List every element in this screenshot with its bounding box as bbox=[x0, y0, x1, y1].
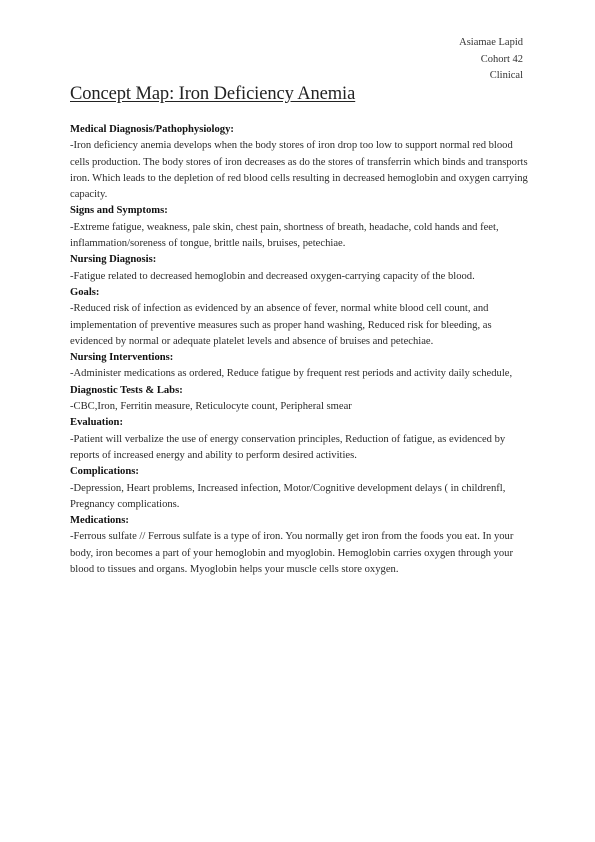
section-heading-evaluation: Evaluation: bbox=[70, 417, 123, 429]
page-title: Concept Map: Iron Deficiency Anemia bbox=[70, 84, 356, 104]
section-heading-diagnostic-tests: Diagnostic Tests & Labs: bbox=[70, 384, 183, 396]
section-heading-pathophysiology: Medical Diagnosis/Pathophysiology: bbox=[70, 124, 234, 135]
author-header bbox=[459, 35, 523, 85]
section-heading-signs-symptoms: Signs and Symptoms: bbox=[70, 205, 168, 217]
section-body-diagnostic-tests: -CBC,Iron, Ferritin measure, Reticulocyte count, Peripheral smear bbox=[70, 401, 352, 413]
course-label: Clinical bbox=[489, 70, 523, 81]
author-name: Asiamae Lapid bbox=[459, 37, 523, 48]
section-heading-nursing-interventions: Nursing Interventions: bbox=[70, 352, 174, 364]
section-body-goals: -Reduced risk of infection as evidenced by an absence of fever, normal white blood cell count, and implementation of preventive measures such as proper hand washing, Reduced risk for bleeding, as evidenced by normal or adequate platelet levels and absence of bruises and petechiae. bbox=[70, 303, 492, 347]
section-heading-nursing-diagnosis: Nursing Diagnosis: bbox=[70, 254, 157, 266]
cohort-label: Cohort 42 bbox=[480, 53, 523, 65]
section-body-nursing-diagnosis: -Fatigue related to decreased hemoglobin and decreased oxygen-carrying capacity of the blood. bbox=[70, 270, 475, 282]
section-body-complications: -Depression, Heart problems, Increased infection, Motor/Cognitive development delays ( in childrenfl, Pregnancy complications. bbox=[70, 482, 506, 510]
section-body-signs-symptoms: -Extreme fatigue, weakness, pale skin, chest pain, shortness of breath, headache, cold hands and feet, inflammation/soreness of tongue, brittle nails, bruises, petechiae. bbox=[70, 221, 499, 250]
section-body-nursing-interventions: -Administer medications as ordered, Reduce fatigue by frequent rest periods and activity daily schedule, bbox=[70, 368, 513, 380]
section-heading-complications: Complications: bbox=[70, 466, 139, 478]
section-body-pathophysiology: -Iron deficiency anemia develops when the body stores of iron drop too low to support normal red blood cells production. The body stores of iron decreases as do the stores of transferrin which binds and transports iron. Which leads to the depletion of red blood cells resulting in decreased hemoglobin and oxygen carrying capacity. bbox=[70, 140, 528, 201]
section-heading-goals: Goals: bbox=[70, 286, 100, 298]
section-body-evaluation: -Patient will verbalize the use of energy conservation principles, Reduction of fatigue, as evidenced by reports of increased energy and ability to perform desired activities. bbox=[70, 433, 506, 461]
document-body bbox=[70, 122, 528, 578]
section-body-medications: -Ferrous sulfate // Ferrous sulfate is a type of iron. You normally get iron from the foods you eat. In your body, iron becomes a part of your hemoglobin and myoglobin. Hemoglobin carries oxygen through your blood to tissues and organs. Myoglobin helps your muscle cells store oxygen. bbox=[70, 531, 514, 576]
section-heading-medications: Medications: bbox=[70, 515, 129, 527]
